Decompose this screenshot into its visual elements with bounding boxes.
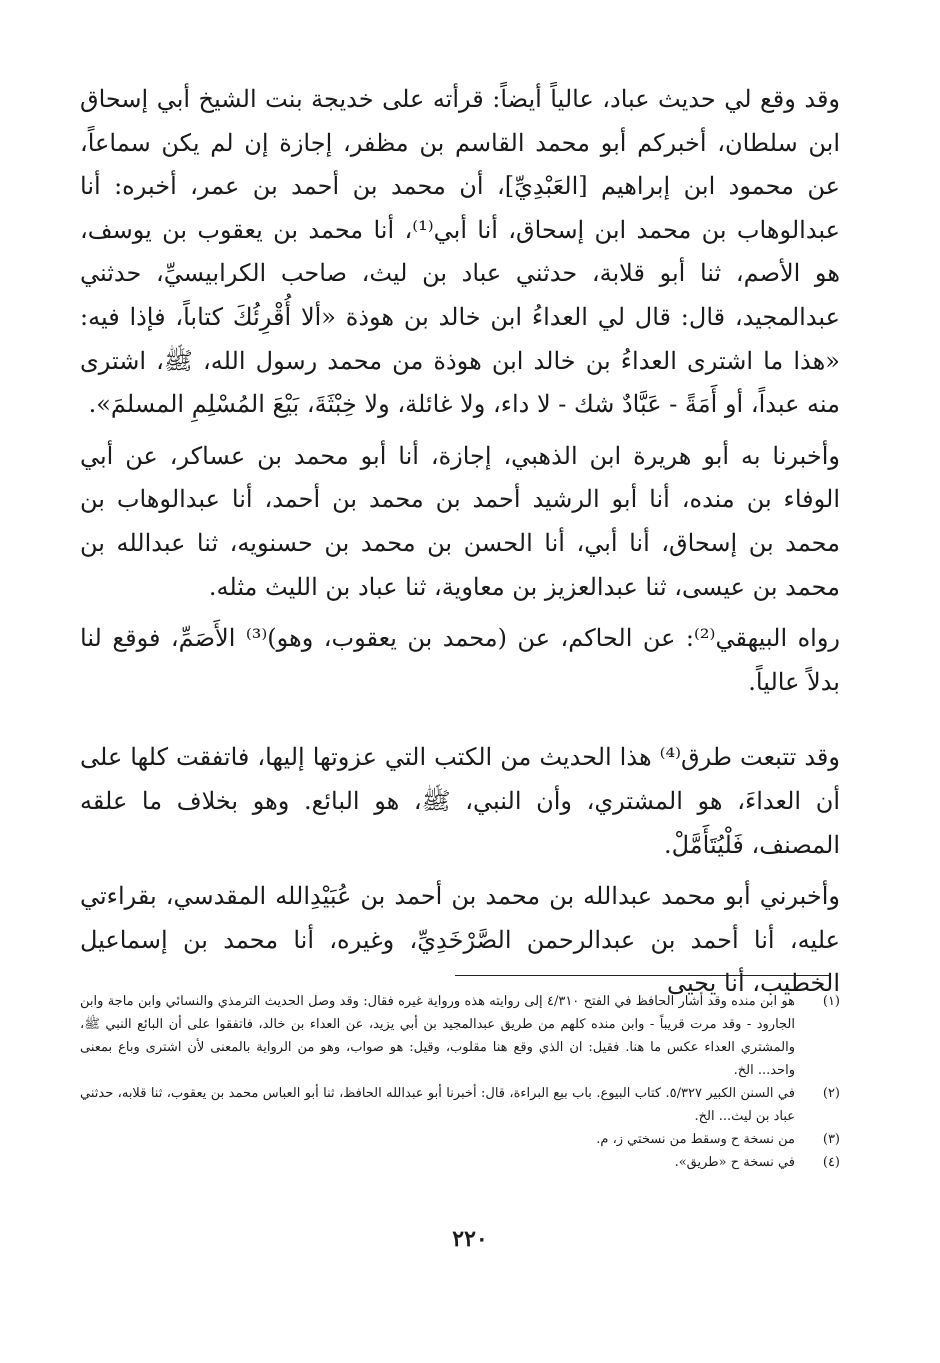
- footnote-number: (١): [822, 994, 840, 1009]
- footnote-text: في السنن الكبير ٥/٣٢٧. كتاب البيوع. باب بيع البراءة، قال: أخبرنا أبو عبدالله الحافظ، ثنا أبو العباس محمد بن يعقوب، ثنا قلابه، حدثني عباد بن ليث... الخ.: [80, 1086, 795, 1124]
- footnote-number: (٤): [822, 1155, 840, 1170]
- footnote-1: [80, 990, 840, 1082]
- footnote-2: [80, 1082, 840, 1128]
- paragraph-4: وقد تتبعت طرق⁽⁴⁾ هذا الحديث من الكتب التي عزوتها إليها، فاتفقت كلها على أن العداءَ، هو المشتري، وأن النبي، ﷺ، هو البائع. وهو بخلاف ما علقه المصنف، فَلْيُتَأَمَّلْ.: [80, 743, 840, 859]
- footnote-text: هو ابن منده وقد أشار الحافظ في الفتح ٤/٣١٠ إلى روايته هذه ورواية غيره فقال: وقد وصل الحديث الترمذي والنسائي وابن ماجة وابن الجارود - وقد مرت قريباً - وابن منده كلهم من طريق عبدالمجيد بن أبي يزيد، عن العداء بن خالد، فاتفقوا على أن البائع النبي ﷺ، والمشتري العداء عكس ما هنا. فقيل: ان الذي وقع هنا مقلوب، وقيل: هو صواب، وهو من الرواية بالمعنى لأن اشترى وباع بمعنى واحد... الخ.: [80, 994, 795, 1078]
- paragraph-3: رواه البيهقي⁽²⁾: عن الحاكم، عن (محمد بن يعقوب، وهو)⁽³⁾ الأَصَمِّ، فوقع لنا بدلاً عالياً.: [80, 624, 841, 696]
- paragraph-2: وأخبرنا به أبو هريرة ابن الذهبي، إجازة، أنا أبو محمد بن عساكر، عن أبي الوفاء بن منده، أنا أبو الرشيد أحمد بن محمد بن أحمد، أنا عبدالوهاب بن محمد بن إسحاق، أنا أبي، أنا الحسن بن محمد بن حسنويه، ثنا عبدالله بن محمد بن عيسى، ثنا عبدالعزيز بن معاوية، ثنا عباد بن الليث مثله.: [80, 441, 841, 601]
- footnote-4: [80, 1151, 840, 1174]
- paragraph-5: وأخبرني أبو محمد عبدالله بن محمد بن أحمد بن عُبَيْدِالله المقدسي، بقراءتي عليه، أنا أحمد بن عبدالرحمن الصَّرْخَدِيِّ، وغيره، أنا محمد بن إسماعيل الخطيب، أنا يحيى: [80, 882, 840, 998]
- footnote-text: من نسخة ح وسقط من نسختي ز، م.: [596, 1132, 795, 1147]
- main-text: [80, 78, 840, 1006]
- footnote-number: (٢): [822, 1086, 840, 1101]
- footnote-3: [80, 1128, 840, 1151]
- footnote-number: (٣): [822, 1132, 840, 1147]
- footnote-text: في نسخة ح «طريق».: [674, 1155, 795, 1170]
- footnote-separator: [455, 975, 830, 976]
- footnotes: [80, 990, 840, 1174]
- page-number: ٢٢٠: [452, 1226, 488, 1252]
- paragraph-1: وقد وقع لي حديث عباد، عالياً أيضاً: قرأته على خديجة بنت الشيخ أبي إسحاق ابن سلطان، أخبركم أبو محمد القاسم بن مظفر، إجازة إن لم يكن سماعاً، عن محمود ابن إبراهيم [العَبْدِيِّ]، أن محمد بن أحمد بن عمر، أخبره: أنا عبدالوهاب بن محمد ابن إسحاق، أنا أبي⁽¹⁾، أنا محمد بن يعقوب بن يوسف، هو الأصم، ثنا أبو قلابة، حدثني عباد بن ليث، صاحب الكرابيسيِّ، حدثني عبدالمجيد، قال: قال لي العداءُ ابن خالد بن هوذة «ألا أُقْرِئُكَ كتاباً، فإذا فيه: «هذا ما اشترى العداءُ بن خالد ابن هوذة من محمد رسول الله، ﷺ، اشترى منه عبداً، أو أَمَةً - عَبَّادٌ شك - لا داء، ولا غائلة، ولا خِبْثَةَ، بَيْعَ المُسْلِمِ المسلمَ».: [80, 85, 841, 419]
